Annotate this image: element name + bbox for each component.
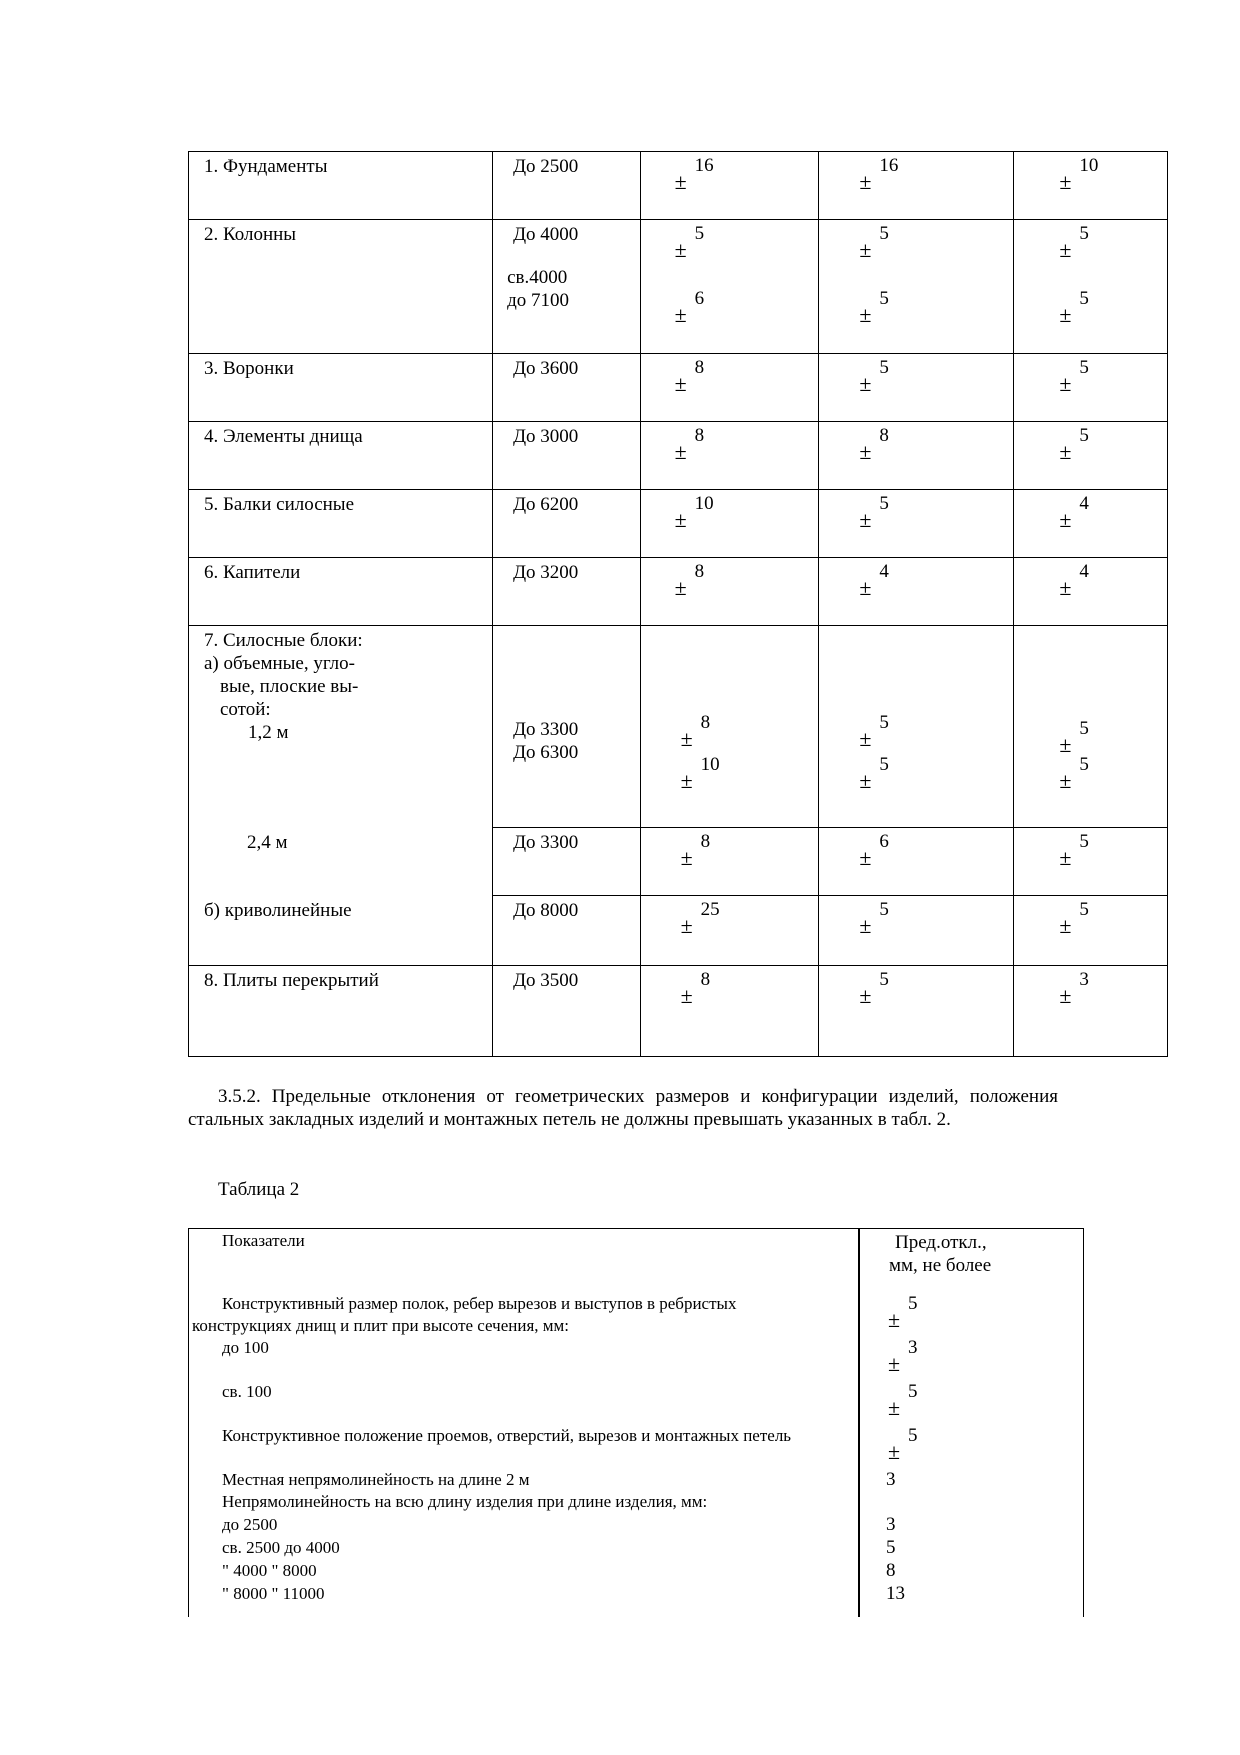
indicator-line: " 4000 " 8000: [222, 1561, 317, 1580]
plus-minus: ±: [888, 1351, 901, 1376]
plus-minus: ±: [680, 913, 693, 938]
tol-value: 5: [1079, 718, 1089, 739]
tol-value: 5: [879, 288, 889, 309]
plus-minus: ±: [674, 507, 687, 532]
plus-minus: ±: [859, 237, 872, 262]
indicator-line: " 8000 " 11000: [222, 1584, 325, 1603]
plus-minus: ±: [1059, 439, 1072, 464]
plus-minus: ±: [674, 237, 687, 262]
indicator-line: Местная непрямолинейность на длине 2 м: [222, 1470, 530, 1489]
table-row: [189, 152, 1168, 220]
tol-value: 10: [700, 754, 720, 775]
table-row: [189, 828, 1168, 896]
row-size: До 6300: [513, 742, 579, 763]
table-row: [189, 422, 1168, 490]
tol-value: 5: [879, 899, 889, 920]
plus-minus: ±: [859, 439, 872, 464]
tol-value: 4: [1079, 561, 1089, 582]
tol-value: 25: [700, 899, 720, 920]
plus-minus: ±: [888, 1439, 901, 1464]
row-size: До 3300: [513, 719, 579, 740]
plus-minus: ±: [680, 845, 693, 870]
plus-minus: ±: [1059, 237, 1072, 262]
plus-minus: ±: [680, 726, 693, 751]
tol-value: 8: [694, 561, 705, 582]
tol-value: 3: [886, 1514, 896, 1535]
tol-value: 6: [879, 831, 889, 852]
tol-value: 5: [879, 493, 889, 514]
row-size: До 8000: [513, 900, 579, 921]
row-size: До 3500: [513, 970, 579, 991]
tol-value: 10: [694, 493, 714, 514]
plus-minus: ±: [859, 575, 872, 600]
row-size: До 2500: [513, 156, 579, 177]
row-name: сотой:: [220, 699, 271, 720]
plus-minus: ±: [888, 1307, 901, 1332]
tol-value: 5: [908, 1381, 918, 1402]
plus-minus: ±: [674, 439, 687, 464]
row-name: 2,4 м: [247, 831, 288, 853]
tol-value: 5: [1079, 899, 1089, 920]
table-row: [189, 558, 1168, 626]
plus-minus: ±: [859, 983, 872, 1008]
tol-value: 8: [694, 357, 705, 378]
tol-value: 5: [1079, 754, 1089, 775]
plus-minus: ±: [1059, 768, 1072, 793]
plus-minus: ±: [680, 768, 693, 793]
plus-minus: ±: [859, 726, 872, 751]
row-size: до 7100: [507, 290, 570, 311]
column-divider: [858, 1229, 860, 1617]
indicator-line: до 100: [222, 1338, 269, 1357]
row-name: б) криволинейные: [204, 899, 352, 921]
row-name: 8. Плиты перекрытий: [204, 970, 379, 991]
tol-value: 4: [879, 561, 889, 582]
paragraph-3-5-2: 3.5.2. Предельные отклонения от геометрических размеров и конфигурации изделий, положения стальных закладных изделий и монтажных петель не должны превышать указанных в табл. 2.: [188, 1086, 1058, 1130]
tol-value: 8: [886, 1560, 896, 1581]
tol-value: 3: [886, 1469, 896, 1490]
plus-minus: ±: [1059, 983, 1072, 1008]
plus-minus: ±: [859, 371, 872, 396]
plus-minus: ±: [1059, 913, 1072, 938]
plus-minus: ±: [859, 507, 872, 532]
tol-value: 13: [886, 1583, 905, 1604]
tol-value: 5: [1079, 425, 1089, 446]
row-size: св.4000: [507, 267, 568, 288]
row-size: До 3600: [513, 358, 579, 379]
tol-value: 3: [1079, 969, 1089, 990]
tol-value: 5: [879, 754, 889, 775]
tol-value: 8: [694, 425, 705, 446]
tol-value: 5: [908, 1425, 918, 1446]
tol-value: 5: [879, 712, 889, 733]
row-name: 3. Воронки: [204, 358, 294, 379]
indicator-line: св. 2500 до 4000: [222, 1538, 340, 1557]
row-size: До 6200: [513, 494, 579, 515]
table-row: [189, 626, 1168, 828]
plus-minus: ±: [859, 302, 872, 327]
row-name: 1. Фундаменты: [204, 156, 328, 177]
row-name: 5. Балки силосные: [204, 494, 354, 515]
tol-value: 5: [879, 969, 889, 990]
plus-minus: ±: [674, 302, 687, 327]
plus-minus: ±: [859, 768, 872, 793]
tolerance-table-2: [188, 1228, 1084, 1617]
plus-minus: ±: [1059, 845, 1072, 870]
table-row: [189, 220, 1168, 354]
tol-value: 16: [694, 155, 714, 176]
plus-minus: ±: [1059, 575, 1072, 600]
table-row: [189, 896, 1168, 966]
row-size: До 4000: [513, 224, 579, 245]
tol-value: 5: [879, 357, 889, 378]
column-header-indicators: Показатели: [222, 1231, 305, 1250]
tol-value: 3: [908, 1337, 918, 1358]
row-name: 1,2 м: [248, 722, 289, 743]
tol-value: 5: [908, 1293, 918, 1314]
plus-minus: ±: [1059, 302, 1072, 327]
plus-minus: ±: [859, 913, 872, 938]
row-size: До 3200: [513, 562, 579, 583]
tol-value: 6: [694, 288, 705, 309]
row-name: 7. Силосные блоки:: [204, 630, 363, 651]
plus-minus: ±: [674, 371, 687, 396]
tol-value: 8: [700, 969, 711, 990]
indicator-line: Конструктивный размер полок, ребер вырезов и выступов в ребристых: [222, 1294, 737, 1313]
plus-minus: ±: [859, 169, 872, 194]
plus-minus: ±: [1059, 371, 1072, 396]
row-name: а) объемные, угло-: [204, 653, 355, 674]
plus-minus: ±: [859, 845, 872, 870]
tol-value: 5: [1079, 831, 1089, 852]
plus-minus: ±: [888, 1395, 901, 1420]
tol-value: 5: [1079, 288, 1089, 309]
plus-minus: ±: [1059, 169, 1072, 194]
tol-value: 8: [879, 425, 889, 446]
indicator-line: до 2500: [222, 1515, 278, 1534]
indicator-line: конструкциях днищ и плит при высоте сечения, мм:: [192, 1316, 570, 1335]
table-caption: Таблица 2: [218, 1179, 300, 1200]
plus-minus: ±: [674, 169, 687, 194]
plus-minus: ±: [674, 575, 687, 600]
row-size: До 3000: [513, 426, 579, 447]
tol-value: 5: [694, 223, 705, 244]
table-row: [189, 354, 1168, 422]
plus-minus: ±: [1059, 732, 1072, 757]
column-header-tolerance: [889, 1231, 1069, 1277]
header-line: мм, не более: [889, 1255, 992, 1276]
row-name: вые, плоские вы-: [220, 676, 359, 697]
plus-minus: ±: [1059, 507, 1072, 532]
tol-value: 5: [1079, 357, 1089, 378]
tol-value: 8: [700, 831, 711, 852]
tol-value: 5: [1079, 223, 1089, 244]
tol-value: 16: [879, 155, 899, 176]
table-row: [189, 490, 1168, 558]
tolerance-table-1: [188, 151, 1168, 1057]
indicator-line: Конструктивное положение проемов, отверстий, вырезов и монтажных петель: [222, 1426, 792, 1445]
plus-minus: ±: [680, 983, 693, 1008]
row-name: 6. Капители: [204, 562, 301, 583]
tol-value: 10: [1079, 155, 1099, 176]
row-name: 4. Элементы днища: [204, 426, 363, 447]
tol-value: 5: [886, 1537, 896, 1558]
header-line: Пред.откл.,: [895, 1232, 987, 1253]
tol-value: 4: [1079, 493, 1089, 514]
indicator-line: св. 100: [222, 1382, 272, 1401]
tol-value: 5: [879, 223, 889, 244]
row-size: До 3300: [513, 832, 579, 853]
row-name: 2. Колонны: [204, 224, 297, 245]
table-row: [189, 966, 1168, 1057]
tol-value: 8: [700, 712, 711, 733]
indicator-line: Непрямолинейность на всю длину изделия при длине изделия, мм:: [222, 1492, 708, 1511]
